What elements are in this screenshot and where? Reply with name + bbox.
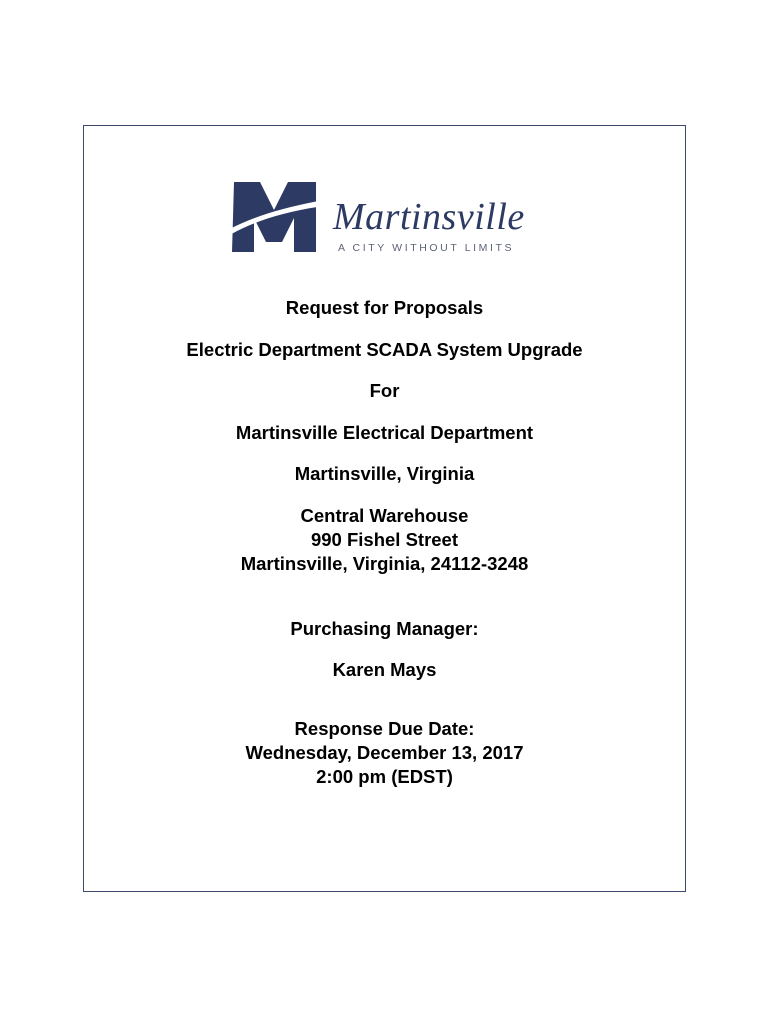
document-title: Request for Proposals — [285, 297, 484, 318]
martinsville-logo — [230, 180, 550, 256]
project-name: Electric Department SCADA System Upgrade — [186, 339, 583, 360]
address-street: 990 Fishel Street — [310, 529, 459, 550]
manager-label: Purchasing Manager: — [290, 618, 479, 639]
due-time: 2:00 pm (EDST) — [316, 766, 453, 787]
address-city-zip: Martinsville, Virginia, 24112-3248 — [240, 553, 529, 574]
address-name: Central Warehouse — [300, 505, 469, 526]
department-name: Martinsville Electrical Department — [235, 422, 534, 443]
due-date: Wednesday, December 13, 2017 — [245, 742, 524, 763]
city-state: Martinsville, Virginia — [294, 463, 475, 484]
logo-tagline: A CITY WITHOUT LIMITS — [338, 242, 515, 254]
for-label: For — [369, 380, 400, 401]
due-date-label: Response Due Date: — [294, 718, 475, 739]
m-logo-icon — [230, 180, 318, 253]
logo-wordmark: Martinsville — [333, 196, 525, 238]
manager-name: Karen Mays — [332, 659, 437, 680]
